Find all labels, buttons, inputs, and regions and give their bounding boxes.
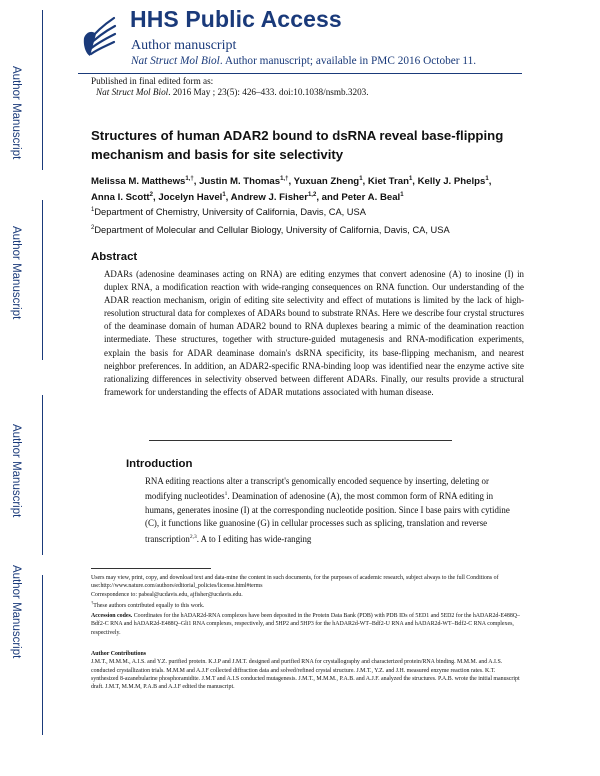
contributions-text: J.M.T., M.M.M., A.I.S. and Y.Z. purified protein. K.J.P and J.M.T. designed and purified RNA for crystallography and characterized protein/RNA binding. M.M.M. and A.I.S. conducted crystallization trials. M.M.M and A.J.F collected diffraction data and solved/refined crystal structure. J.M.T., Y.Z. and J.H. measured enzyme reaction rates. K.T. synthesized 8-azanebularine phosphoramidite. J.M.T and A.I.S conducted mutagenesis. J.M.T., M.M.M., P.A.B. and A.J.F. analyzed the structures. P.A.B. wrote the initial manuscript draft. J.M.T, M.M.M, P.A.B and A.J.F edited the manuscript. (91, 659, 520, 691)
article-title: Structures of human ADAR2 bound to dsRNA reveal base-flipping mechanism and basis for site selectivity (91, 128, 504, 162)
hhs-title: HHS Public Access (130, 6, 342, 32)
author-name: Andrew J. Fisher (230, 191, 308, 203)
author-manuscript-label: Author manuscript (131, 38, 237, 53)
hhs-eagle-logo (80, 8, 120, 60)
author-affiliation-marker: 2 (149, 191, 153, 198)
abstract-body: ADARs (adenosine deaminases acting on RNA) are editing enzymes that convert adenosine (A) to inosine (I) in duplex RNA, a modification reaction with wide-ranging consequences on RNA function. Our understanding of the ADAR reaction mechanism, origin of editing site selectivity and effect of mutations is limited by the lack of high-resolution structural data for complexes of ADARs bound to substrate RNAs. Here we describe four crystal structures of the deaminase domain of human ADAR2 bound to RNA duplexes bearing a mimic of the deamination reaction intermediate. These structures, together with structure-guided mutagenesis and RNA-modification experiments, explain the basis for ADAR deaminase domain's dsRNA specificity, its base-flipping mechanism, and nearest neighbor preferences. In addition, an ADAR2-specific RNA-binding loop was identified near the enzyme active site rationalizing differences in selectivity observed between different ADARs. Finally, our results provide a structural framework for understanding the effects of ADAR mutations associated with human disease. (104, 269, 524, 397)
side-divider (42, 395, 43, 555)
author-name: Kelly J. Phelps (417, 176, 486, 188)
affiliation (91, 207, 366, 217)
side-label-author-manuscript: Author Manuscript (10, 565, 22, 659)
author-name: Kiet Tran (367, 176, 409, 188)
footnote-divider (91, 568, 211, 569)
affiliation-number: 1 (91, 207, 95, 213)
author-affiliation-marker: 1,2 (307, 191, 317, 198)
author-affiliation-marker: 1,† (185, 176, 194, 182)
author-affiliation-marker: 1 (222, 191, 226, 198)
header-divider (78, 73, 522, 74)
contributions-label: Author Contributions (91, 651, 147, 657)
journal-name: Nat Struct Mol Biol (131, 55, 220, 67)
publication-citation (96, 87, 369, 97)
author-affiliation-marker: 1 (359, 176, 363, 182)
published-in-label: Published in final edited form as: (91, 76, 214, 86)
affiliation-number: 2 (91, 225, 95, 231)
introduction-body (145, 475, 510, 546)
journal-availability (131, 55, 476, 67)
introduction-heading: Introduction (126, 458, 193, 470)
footnote-contributions (91, 650, 523, 691)
citation-ref: 2,3 (189, 533, 197, 540)
intro-text: RNA editing reactions alter a transcript's genomically encoded sequence by inserting, deleting or modifying nucleotides (145, 476, 489, 502)
author-affiliation-marker: 1 (400, 191, 404, 198)
author-list: Melissa M. Matthews$^{1,\dagger}$, Justin M. Thomas$^{1,\dagger}$, Yuxuan Zheng$^1$, Kiet Tran$^1$, Kelly J. Phelps$^1$, Anna I. Scott$^2$, Jocelyn Havel$^1$, Andrew J. Fisher$^{1,2}$, and Peter A. Beal$^1$ (91, 176, 492, 203)
affiliation-text: Department of Chemistry, University of California, Davis, CA, USA (94, 207, 366, 218)
author-name: Peter A. Beal (341, 191, 401, 203)
accession-text: Coordinates for the hADAR2d-RNA complexes have been deposited in the Protein Data Bank (PDB) with PDB IDs of 5ED1 and 5ED2 for the hADAR2d-E488Q–Bdf2-C RNA and hADAR2d-E488Q–Gli1 RNA complexes, respectively, and 5HP2 and 5HP3 for the hADAR2d-WT–Bdf2-U RNA and hADAR2d-WT–Bdf2-C RNA complexes, respectively. (91, 613, 520, 636)
author-name: Jocelyn Havel (158, 191, 223, 203)
side-divider (42, 10, 43, 170)
side-divider (42, 200, 43, 360)
citation-journal: Nat Struct Mol Biol (96, 87, 169, 97)
side-divider (42, 575, 43, 735)
dagger-mark: † (91, 600, 94, 605)
equal-contribution-text: These authors contributed equally to this work. (93, 602, 205, 609)
author-name: Yuxuan Zheng (293, 176, 360, 188)
author-affiliation-marker: 1 (485, 176, 489, 182)
author-affiliation-marker: 1 (408, 176, 413, 182)
intro-text: . A to I editing has wide-ranging (196, 533, 312, 544)
footnote-accession (91, 612, 523, 637)
author-name: Anna I. Scott (91, 191, 150, 203)
author-affiliation-marker: 1,† (280, 176, 289, 182)
author-name: Melissa M. Matthews (91, 176, 186, 188)
accession-label: Accession codes. (91, 613, 133, 619)
affiliation-text: Department of Molecular and Cellular Biology, University of California, Davis, CA, USA (94, 225, 450, 236)
abstract-heading: Abstract (91, 251, 138, 263)
side-label-author-manuscript: Author Manuscript (10, 424, 22, 518)
footnote-users: Users may view, print, copy, and download text and data-mine the content in such documents, for the purposes of academic research, subject always to the full Conditions of use:http://www.nature.com/authors/editorial_policies/license.html#terms (91, 575, 499, 590)
side-label-author-manuscript: Author Manuscript (10, 66, 22, 160)
citation-ref: 1 (224, 491, 228, 498)
author-name: Justin M. Thomas (199, 176, 281, 188)
intro-text: . Deamination of adenosine (A), the most common form of RNA editing in humans, generates inosine (I) at the corresponding nucleotide position. Since I base pairs with cytidine (C), it functions like guanosine (G) in cellular processes such as splicing, translation and reverse transcription (145, 491, 510, 544)
affiliation (91, 225, 450, 235)
abstract-divider (149, 440, 452, 441)
citation-details: . 2016 May ; 23(5): 426–433. doi:10.1038/nsmb.3203. (168, 87, 369, 97)
footnote-equal-contribution (91, 599, 523, 610)
side-label-author-manuscript: Author Manuscript (10, 226, 22, 320)
footnote-correspondence: Correspondence to: pabeal@ucdavis.edu, ajfisher@ucdavis.edu. (91, 592, 243, 598)
availability-text: . Author manuscript; available in PMC 2016 October 11. (219, 55, 477, 67)
